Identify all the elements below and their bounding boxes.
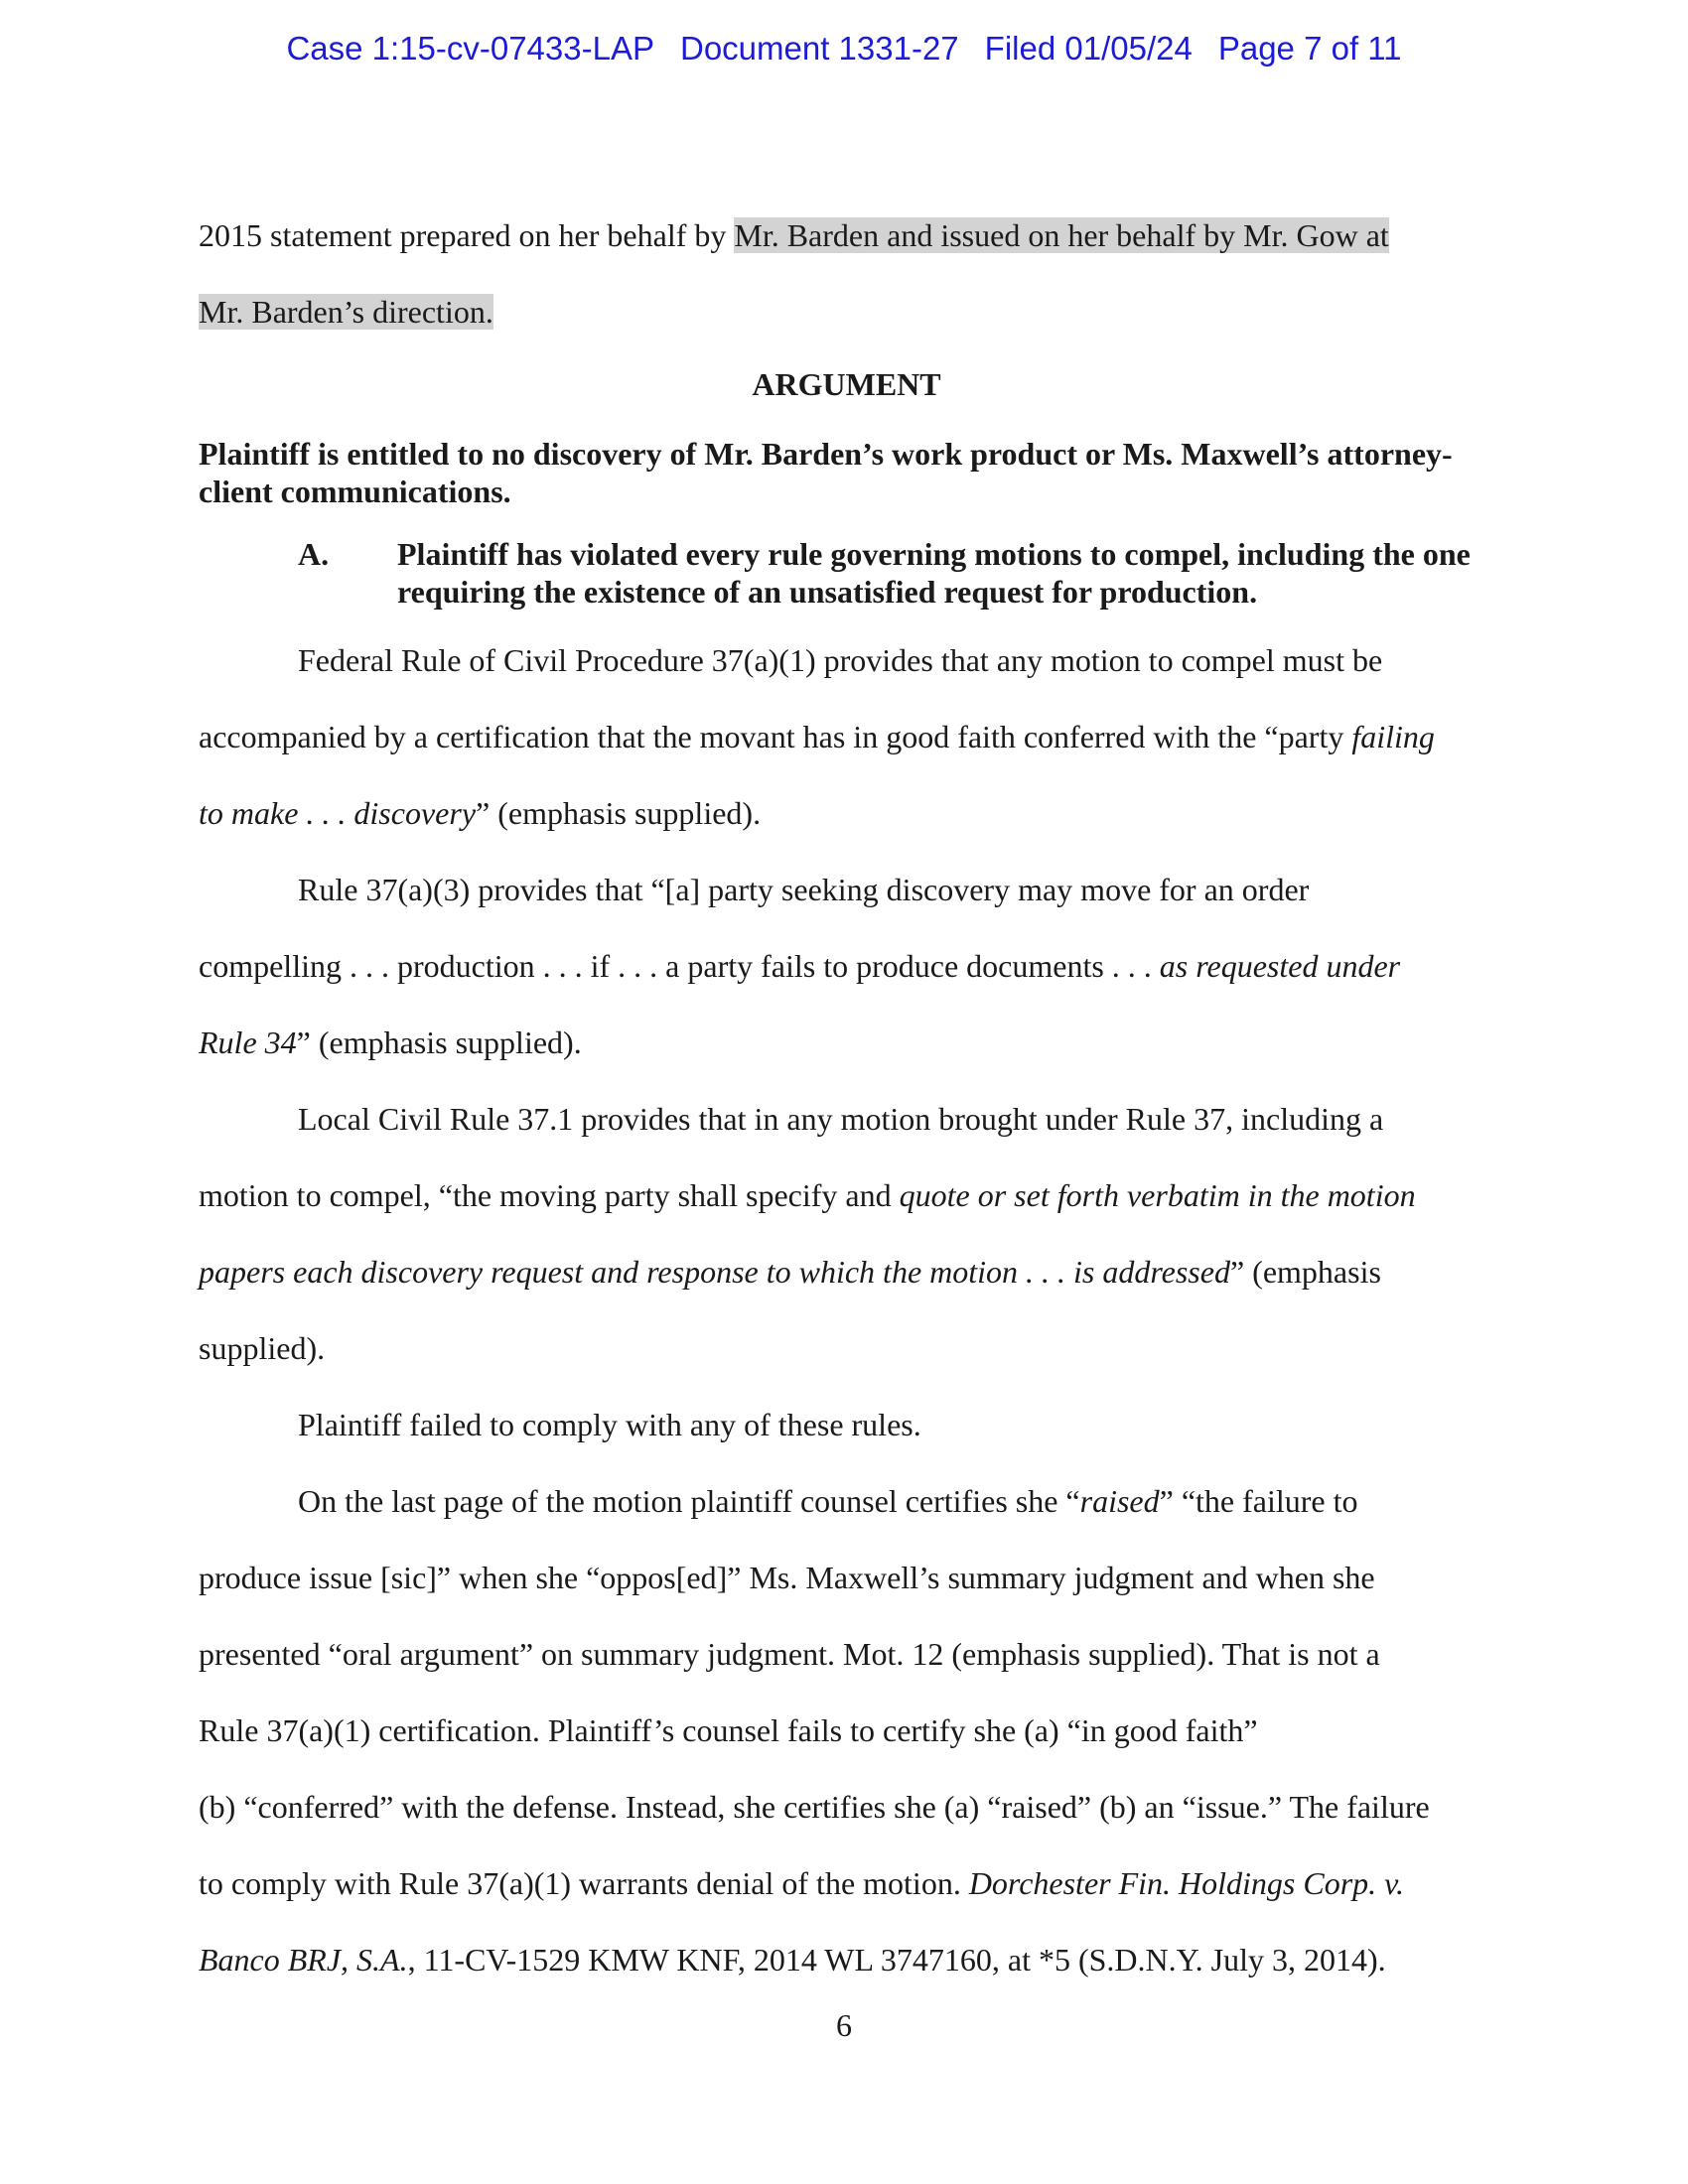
text-line (199, 1081, 1494, 1158)
text-line (199, 1540, 1494, 1616)
text-line (199, 1310, 1494, 1387)
emphasis-run: Rule 34 (199, 1024, 297, 1060)
text-run: to comply with Rule 37(a)(1) warrants denial of the motion. (199, 1865, 969, 1901)
text-run: Local Civil Rule 37.1 provides that in any motion brought under Rule 37, including a (298, 1101, 1384, 1137)
text-line (199, 852, 1494, 928)
header-case-number: Case 1:15-cv-07433-LAP (286, 30, 654, 67)
intro-text: 2015 statement prepared on her behalf by (199, 217, 735, 253)
subheading (199, 535, 1494, 611)
text-line (199, 699, 1494, 775)
paragraph-local-rule-37-1 (199, 1081, 1494, 1387)
text-run: Plaintiff failed to comply with any of these rules. (298, 1407, 921, 1442)
paragraph-rule-37a3 (199, 852, 1494, 1081)
subheading-letter: A. (298, 536, 330, 572)
section-heading: ARGUMENT (752, 366, 941, 402)
text-run: Rule 37(a)(3) provides that “[a] party seeking discovery may move for an order (298, 872, 1310, 907)
text-line (199, 1234, 1494, 1310)
text-line (199, 1845, 1494, 1922)
emphasis-run: failing (1351, 719, 1435, 754)
emphasis-run: papers each discovery request and response to which the motion . . . is addressed (199, 1254, 1230, 1290)
text-run: ” “the failure to (1159, 1483, 1358, 1519)
text-run: Rule 37(a)(1) certification. Plaintiff’s counsel fails to certify she (a) “in good faith” (199, 1712, 1258, 1748)
highlighted-text: Mr. Barden’s direction. (199, 294, 493, 330)
text-run: On the last page of the motion plaintiff counsel certifies she “ (298, 1483, 1080, 1519)
text-line (199, 928, 1494, 1005)
text-run: presented “oral argument” on summary judgment. Mot. 12 (emphasis supplied). That is not a (199, 1636, 1380, 1672)
emphasis-run: quote or set forth verbatim in the motion (899, 1177, 1416, 1213)
paragraph-certification (199, 1463, 1494, 1998)
text-line (199, 1387, 1494, 1463)
text-run: ” (emphasis (1229, 1254, 1381, 1290)
header-document-number: Document 1331-27 (679, 30, 959, 67)
document-body (199, 198, 1494, 1998)
point-heading: Plaintiff is entitled to no discovery of Mr. Barden’s work product or Ms. Maxwell’s attorney-client communications. (199, 436, 1453, 509)
paragraph-frcp-37a1 (199, 622, 1494, 852)
text-run: motion to compel, “the moving party shall specify and (199, 1177, 900, 1213)
text-line (199, 775, 1494, 852)
text-run: produce issue [sic]” when she “oppos[ed]” Ms. Maxwell’s summary judgment and when she (199, 1560, 1375, 1595)
text-run: ” (emphasis supplied). (476, 795, 762, 831)
text-line (199, 1693, 1494, 1769)
emphasis-run: as requested under (1159, 948, 1401, 984)
text-run: (b) “conferred” with the defense. Instead, she certifies she (a) “raised” (b) an “issue.” The failure (199, 1789, 1430, 1825)
text-run: compelling . . . production . . . if . . . a party fails to produce documents . . . (199, 948, 1160, 984)
text-run: ” (emphasis supplied). (296, 1024, 582, 1060)
text-run: Federal Rule of Civil Procedure 37(a)(1) provides that any motion to compel must be (298, 642, 1383, 678)
text-line (199, 1616, 1494, 1693)
ecf-header (0, 30, 1688, 68)
text-line (199, 1005, 1494, 1081)
text-line (199, 1769, 1494, 1845)
paragraph-failed-to-comply (199, 1387, 1494, 1463)
case-citation: Dorchester Fin. Holdings Corp. v. (968, 1865, 1404, 1901)
intro-line-2 (199, 274, 1494, 350)
text-run: supplied). (199, 1330, 326, 1366)
text-run: , 11-CV-1529 KMW KNF, 2014 WL 3747160, at *5 (S.D.N.Y. July 3, 2014). (407, 1942, 1386, 1978)
text-line (199, 1463, 1494, 1540)
text-line (199, 1158, 1494, 1234)
page-number: 6 (836, 2007, 852, 2043)
text-run: accompanied by a certification that the movant has in good faith conferred with the “party (199, 719, 1352, 754)
header-filed-date: Filed 01/05/24 (984, 30, 1193, 67)
text-line (199, 1922, 1494, 1998)
highlighted-text: Mr. Barden and issued on her behalf by Mr. Gow at (734, 217, 1389, 253)
emphasis-run: raised (1079, 1483, 1160, 1519)
intro-line-1 (199, 198, 1494, 274)
text-line (199, 622, 1494, 699)
case-citation: Banco BRJ, S.A. (199, 1942, 408, 1978)
header-page-count: Page 7 of 11 (1217, 30, 1402, 67)
emphasis-run: to make . . . discovery (199, 795, 477, 831)
subheading-text: Plaintiff has violated every rule governing motions to compel, including the one requiring the existence of an unsatisfied request for production. (397, 536, 1471, 610)
